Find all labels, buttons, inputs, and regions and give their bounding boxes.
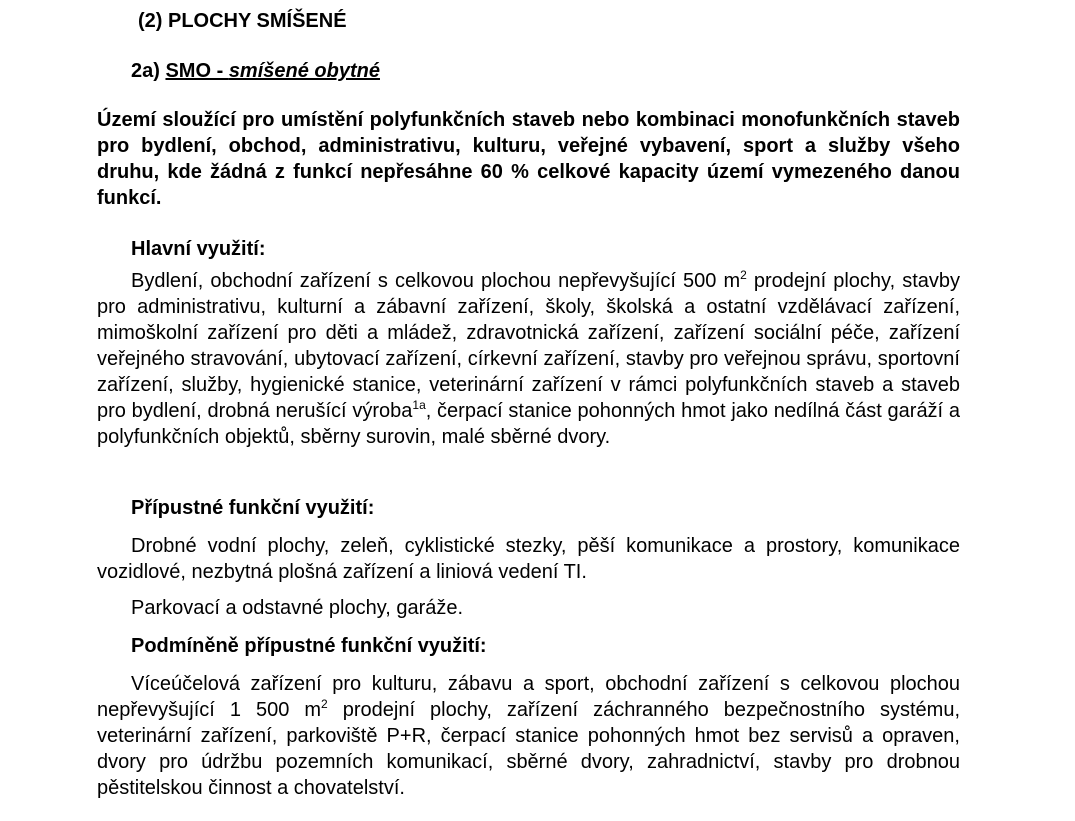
podminene-title: Podmíněně přípustné funkční využití: xyxy=(131,635,487,657)
hlavni-vyuziti-title: Hlavní využití: xyxy=(131,238,266,260)
hlavni-text-part3: , čerpací stanice pohonných hmot jako nedílná část garáží a polyfunkčních objektů, sběrny surovin, malé sběrné dvory. xyxy=(97,400,960,448)
definition-paragraph: Území sloužící pro umístění polyfunkčních staveb nebo kombinaci monofunkčních staveb pro bydlení, obchod, administrativu, kulturu, veřejné vybavení, sport a služby všeho druhu, kde žádná z funkcí nepřesáhne 60 % celkové kapacity území vymezeného danou funkcí. xyxy=(97,109,960,209)
hlavni-text-part2: prodejní plochy, stavby pro administrativu, kulturní a zábavní zařízení, školy, školská a ostatní vzdělávací zařízení, mimoškolní zařízení pro děti a mládež, zdravotnická zařízení, zařízení sociální péče, zařízení veřejného stravování, ubytovací zařízení, církevní zařízení, stavby pro veřejnou správu, sportovní zařízení, služby, hygienické stanice, veterinární zařízení v rámci polyfunkčních staveb a staveb pro bydlení, drobná nerušící výroba xyxy=(97,270,961,422)
pripustne-paragraph-2: Parkovací a odstavné plochy, garáže. xyxy=(131,597,464,619)
hlavni-superscript-2: 1a xyxy=(412,398,426,412)
section-heading: (2) PLOCHY SMÍŠENÉ xyxy=(138,10,347,32)
hlavni-text-part1: Bydlení, obchodní zařízení s celkovou plochou nepřevyšující 500 m xyxy=(131,270,741,292)
hlavni-superscript-1: 2 xyxy=(740,268,747,282)
pripustne-title: Přípustné funkční využití: xyxy=(131,497,375,519)
pripustne-paragraph-1: Drobné vodní plochy, zeleň, cyklistické stezky, pěší komunikace a prostory, komunikace vozidlové, nezbytná plošná zařízení a liniová vedení TI. xyxy=(97,535,960,583)
subsection-heading xyxy=(131,58,380,84)
subsection-prefix: 2a) xyxy=(131,60,166,82)
hlavni-vyuziti-paragraph xyxy=(97,268,960,450)
subsection-name: smíšené obytné xyxy=(228,60,380,82)
podminene-text-part2: prodejní plochy, zařízení záchranného bezpečnostního systému, veterinární zařízení, parkoviště P+R, čerpací stanice pohonných hmot bez servisů a opraven, dvory pro údržbu pozemních komunikací, sběrné dvory, zahradnictví, stavby pro drobnou pěstitelskou činnost a chovatelství. xyxy=(97,699,960,799)
podminene-superscript: 2 xyxy=(321,697,328,711)
subsection-code: SMO - xyxy=(165,60,229,82)
podminene-paragraph xyxy=(97,671,960,801)
podminene-text-part1: Víceúčelová zařízení pro kulturu, zábavu a sport, obchodní zařízení s celkovou plochou nepřevyšující 1 500 m xyxy=(97,673,960,721)
